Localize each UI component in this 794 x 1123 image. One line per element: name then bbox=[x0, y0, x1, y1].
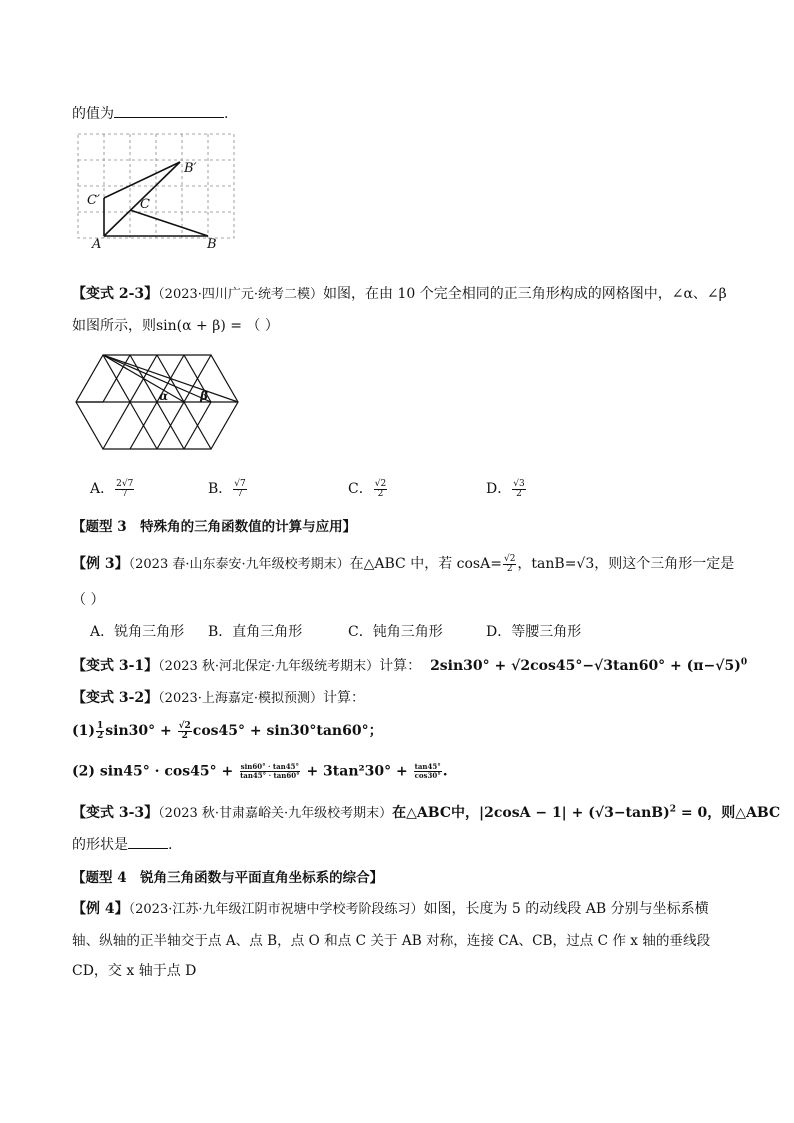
example-3-paren: （ ） bbox=[72, 592, 105, 608]
v23-option-c[interactable]: C． $\frac{√2}{2}$ bbox=[348, 478, 387, 499]
ex3-option-d[interactable]: D．等腰三角形 bbox=[486, 624, 582, 640]
beta-label: β bbox=[200, 389, 208, 403]
answer-prefix: 的值为 bbox=[72, 106, 114, 122]
example-4-line2: 轴、纵轴的正半轴交于点 A、点 B，点 O 和点 C 关于 AB 对称，连接 CA、CB，过点 C 作 x 轴的垂线段 bbox=[72, 933, 711, 949]
answer-blank bbox=[114, 105, 224, 118]
label-c-prime: C′ bbox=[87, 193, 100, 208]
hexagon-figure bbox=[72, 352, 242, 454]
ex3-option-a[interactable]: A．锐角三角形 bbox=[90, 624, 185, 640]
v23-option-b[interactable]: B． $\frac{√7}{7}$ bbox=[208, 478, 246, 499]
v23-option-d[interactable]: D． $\frac{√3}{2}$ bbox=[486, 478, 525, 499]
label-a: A bbox=[92, 237, 102, 252]
variant-3-2-part2: (2) sin45° · cos45° + $\frac{\sin 60^\circ \cdot \tan 45^\circ}{\tan 45^\circ \cdot \tan 60^\circ}$ + 3tan²30° + $\frac{\tan 45^\circ}{\cos 30^\circ}$ . bbox=[72, 762, 448, 780]
section-4-heading: 【题型 4 锐角三角函数与平面直角坐标系的综合】 bbox=[72, 870, 384, 886]
grid-figure bbox=[72, 128, 242, 258]
variant-3-1: 【变式 3-1】（2023 秋·河北保定·九年级统考期末）计算： $2\sin 30^\circ + √2\cos 45^\circ-√3\tan 60^\circ + (\pi-√5)^0$ bbox=[72, 657, 748, 674]
variant-3-2-part1: (1) $\frac{1}{2}$ sin30° + $\frac{√2}{2}$ cos45° + sin30°tan60°； bbox=[72, 720, 383, 741]
label-b: B bbox=[207, 237, 217, 252]
variant-2-3-line1: 【变式 2-3】（2023·四川广元·统考二模）如图，在由 10 个完全相同的正三角形构成的网格图中，∠α、∠β bbox=[72, 286, 727, 302]
variant-2-3-tag: 【变式 2-3】 bbox=[72, 286, 159, 302]
hexagon-grid bbox=[76, 355, 238, 449]
variant-3-2: 【变式 3-2】（2023·上海嘉定·模拟预测）计算： bbox=[72, 690, 366, 706]
variant-3-3-line1: 【变式 3-3】（2023 秋·甘肃嘉峪关·九年级校考期末）在△ABC中，$|2\cos A - 1| + (√3-\tan B)^2 = 0$，则△ABC bbox=[72, 804, 781, 821]
section-3-heading: 【题型 3 特殊角的三角函数值的计算与应用】 bbox=[72, 519, 357, 535]
example-3-line1: 【例 3】（2023 春·山东泰安·九年级校考期末）在△ABC 中，若 cosA= $\frac{√2}{2}$ ，tanB=√3，则这个三角形一定是 bbox=[72, 553, 735, 574]
example-4-line1: 【例 4】（2023·江苏·九年级江阴市祝塘中学校考阶段练习）如图，长度为 5 的动线段 AB 分别与坐标系横 bbox=[72, 901, 709, 917]
label-b-prime: B′ bbox=[184, 161, 197, 176]
v23-option-a[interactable]: A． $\frac{2√7}{7}$ bbox=[90, 478, 134, 499]
variant-3-3-line2: 的形状是 . bbox=[72, 837, 173, 853]
answer-line: 的值为 . bbox=[72, 106, 229, 122]
shape-blank bbox=[128, 836, 168, 849]
alpha-label: α bbox=[159, 389, 169, 403]
ex3-option-b[interactable]: B．直角三角形 bbox=[208, 624, 303, 640]
variant-2-3-line2: 如图所示，则sin(α + β) = （ ） bbox=[72, 318, 279, 334]
ex3-option-c[interactable]: C．钝角三角形 bbox=[348, 624, 443, 640]
example-4-line3: CD，交 x 轴于点 D bbox=[72, 963, 197, 979]
label-c: C bbox=[140, 197, 150, 212]
variant-3-1-expression: 2sin30° + √2cos45°−√3tan60° + (π−√5) bbox=[430, 658, 741, 674]
